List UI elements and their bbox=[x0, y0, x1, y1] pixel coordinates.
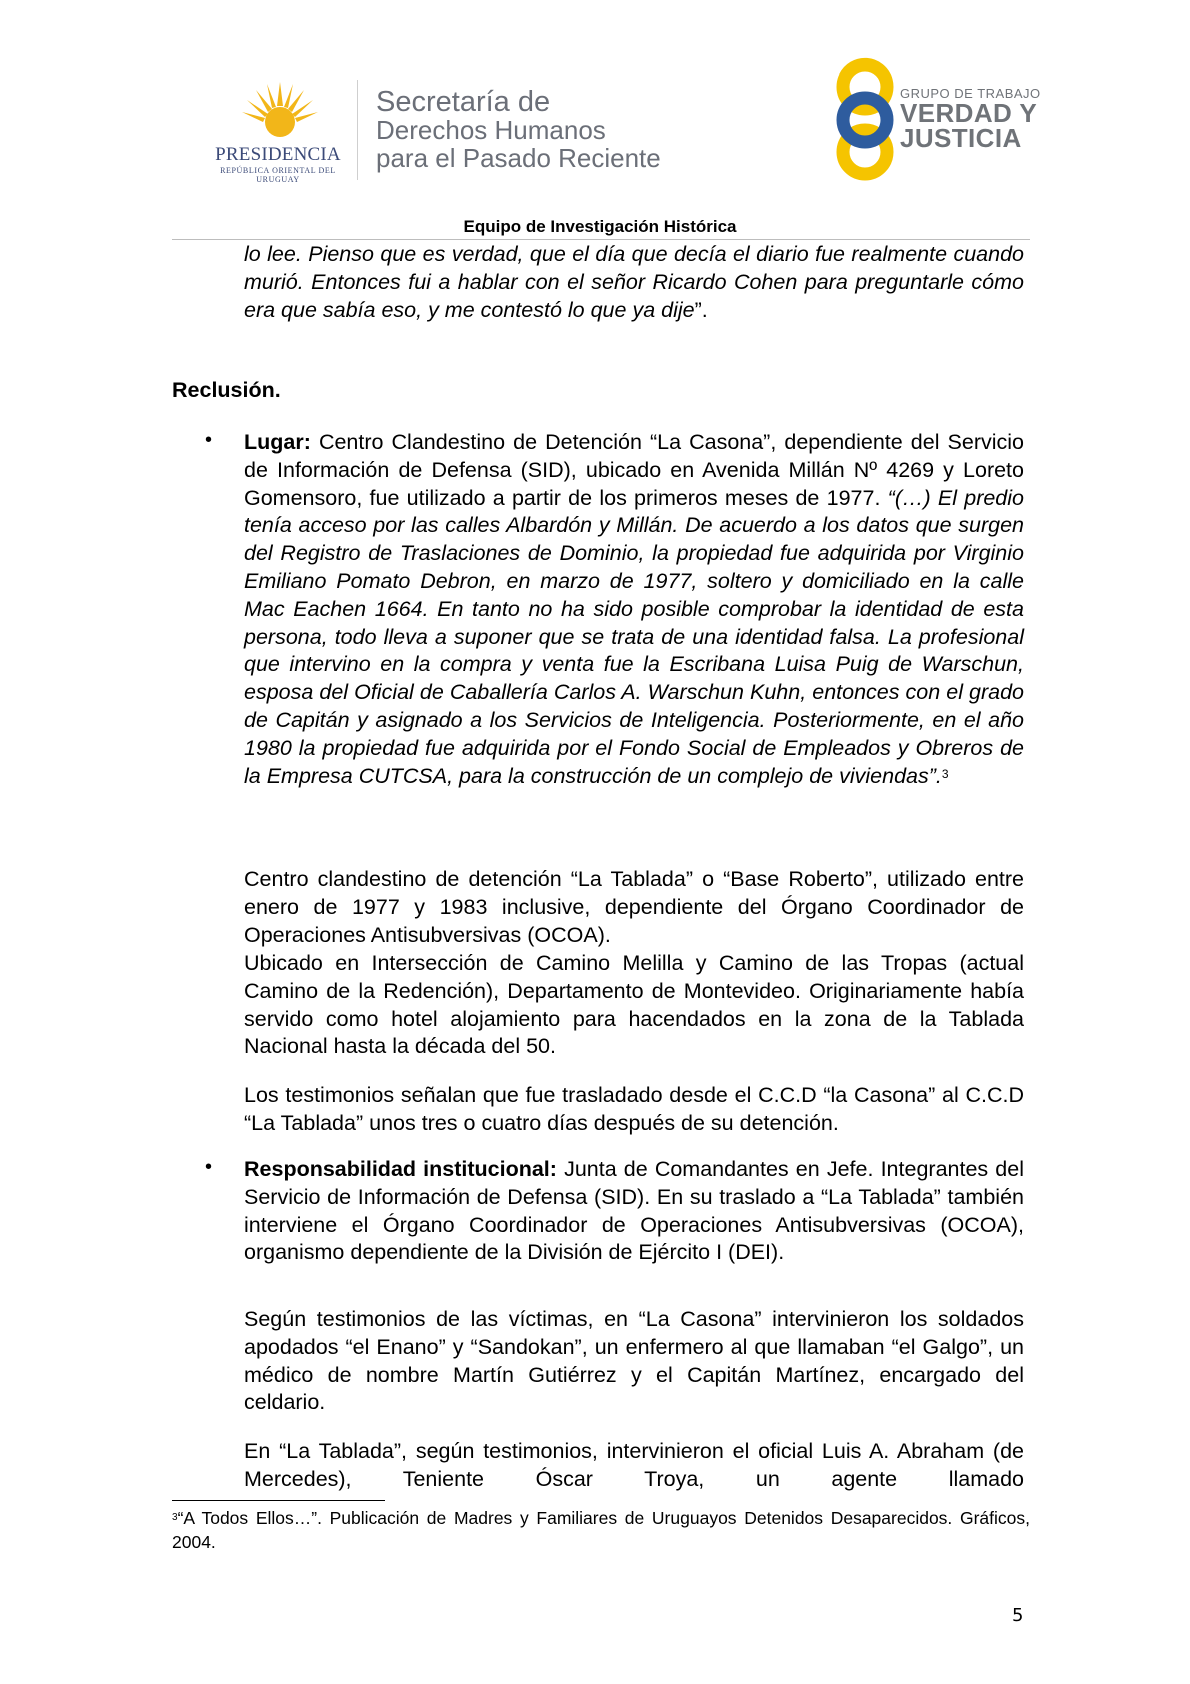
secretaria-line-3: para el Pasado Reciente bbox=[376, 143, 661, 173]
section-title: Reclusión. bbox=[172, 378, 281, 402]
tablada-paragraph-2: Ubicado en Intersección de Camino Melilla y Camino de las Tropas (actual Camino de la Redención), Departamento de Montevideo. Originariamente había servido como hotel alojamiento para hacendados en la zona de la Tablada Nacional hasta la década del 50. bbox=[244, 951, 1024, 1059]
lugar-text: Centro Clandestino de Detención “La Casona”, dependiente del Servicio de Información de Defensa (SID), ubicado en Avenida Millán Nº 4269 y Loreto Gomensoro, fue utilizado a partir de los primeros meses de 1977. bbox=[244, 430, 1024, 510]
tablada-paragraph-1: Centro clandestino de detención “La Tablada” o “Base Roberto”, utilizado entre enero de 1977 y 1983 inclusive, dependiente del Órgano Coordinador de Operaciones Antisubversivas (OCOA). bbox=[244, 867, 1024, 947]
secretaria-line-1: Secretaría de bbox=[376, 86, 551, 118]
secretaria-line-2: Derechos Humanos bbox=[376, 115, 606, 145]
bullet-icon: • bbox=[205, 1156, 213, 1178]
responsabilidad-paragraph bbox=[244, 1156, 1024, 1267]
grupo-trabajo-logo-text bbox=[900, 86, 1041, 151]
quote-continuation-text: lo lee. Pienso que es verdad, que el día que decía el diario fue realmente cuando murió. Entonces fui a hablar con el señor Ricardo Cohen para preguntarle cómo era que sabía eso, y me contestó lo que ya dije bbox=[244, 242, 1024, 322]
presidencia-logo bbox=[198, 82, 358, 184]
segun-paragraph: Según testimonios de las víctimas, en “La Casona” intervinieron los soldados apodados “el Enano” y “Sandokan”, un enfermero al que llamaban “el Galgo”, un médico de nombre Martín Gutiérrez y el Capitán Martínez, encargado del celdario. bbox=[244, 1307, 1024, 1415]
footnote-separator bbox=[172, 1500, 385, 1501]
lugar-label: Lugar: bbox=[244, 430, 311, 454]
header-divider bbox=[357, 80, 358, 180]
en-tablada-paragraph: En “La Tablada”, según testimonios, intervinieron el oficial Luis A. Abraham (de Mercedes), Teniente Óscar Troya, un agente llamado bbox=[244, 1439, 1024, 1491]
presidencia-subtitle: REPÚBLICA ORIENTAL DEL URUGUAY bbox=[220, 166, 336, 184]
sun-icon bbox=[242, 82, 318, 146]
footnote-text: “A Todos Ellos…”. Publicación de Madres y Familiares de Uruguayos Detenidos Desaparecidos. Gráficos, 2004. bbox=[172, 1508, 1030, 1552]
rings-logo-icon bbox=[820, 55, 910, 185]
bullet-icon: • bbox=[205, 429, 213, 451]
grupo-trabajo-line-1: GRUPO DE TRABAJO bbox=[900, 86, 1041, 101]
quote-continuation bbox=[244, 241, 1024, 324]
grupo-trabajo-line-3: JUSTICIA bbox=[900, 123, 1022, 153]
header-rule bbox=[172, 239, 1030, 240]
testimonios-paragraph: Los testimonios señalan que fue trasladado desde el C.C.D “la Casona” al C.C.D “La Tablada” unos tres o cuatro días después de su detención. bbox=[244, 1083, 1024, 1135]
page-number: 5 bbox=[1012, 1605, 1024, 1626]
presidencia-name: PRESIDENCIA bbox=[215, 144, 341, 165]
footnote bbox=[172, 1506, 1030, 1554]
lugar-quote: “(…) El predio tenía acceso por las calles Albardón y Millán. De acuerdo a los datos que surgen del Registro de Traslaciones de Dominio, la propiedad fue adquirida por Virginio Emiliano Pomato Debron, en marzo de 1977, soltero y domiciliado en la calle Mac Eachen 1664. En tanto no ha sido posible comprobar la identidad de esta persona, todo lleva a suponer que se trata de una identidad falsa. La profesional que intervino en la compra y venta fue la Escribana Luisa Puig de Warschun, esposa del Oficial de Caballería Carlos A. Warschun Kuhn, entonces con el grado de Capitán y asignado a los Servicios de Inteligencia. Posteriormente, en el año 1980 la propiedad fue adquirida por el Fondo Social de Empleados y Obreros de la Empresa CUTCSA, para la construcción de un complejo de viviendas”. bbox=[244, 485, 1025, 788]
responsabilidad-text: Junta de Comandantes en Jefe. Integrantes del Servicio de Información de Defensa (SID). En su traslado a “La Tablada” también interviene el Órgano Coordinador de Operaciones Antisubversivas (OCOA), organismo dependiente de la División de Ejército I (DEI). bbox=[244, 1157, 1024, 1265]
responsabilidad-label: Responsabilidad institucional: bbox=[244, 1157, 557, 1181]
grupo-trabajo-line-2: VERDAD Y bbox=[900, 98, 1038, 128]
secretaria-logo-text bbox=[376, 88, 661, 172]
footnote-ref[interactable]: 3 bbox=[941, 766, 949, 781]
quote-close: ”. bbox=[694, 297, 708, 322]
page-header bbox=[0, 0, 1190, 240]
lugar-paragraph bbox=[244, 429, 1024, 790]
footnote-number: 3 bbox=[172, 1512, 178, 1523]
team-title: Equipo de Investigación Histórica bbox=[463, 217, 737, 236]
